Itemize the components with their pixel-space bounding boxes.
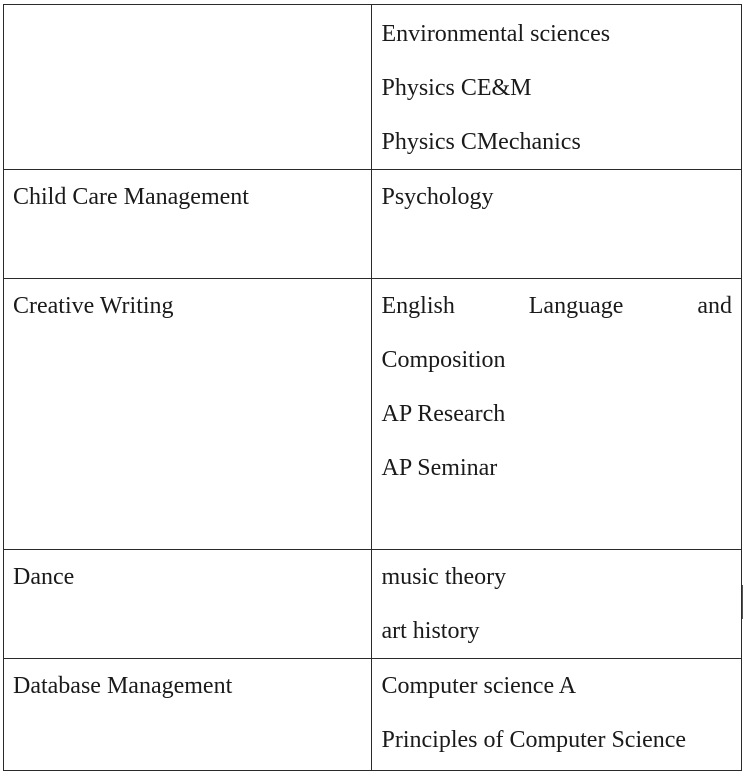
program-cell [4,170,372,279]
course-list-cell [372,5,742,170]
course-item: AP Seminar [381,455,498,481]
table-row [4,279,742,550]
table-row [4,5,742,170]
program-cell [4,279,372,550]
program-name: Database Management [13,673,233,699]
program-name [13,5,362,59]
program-cell [4,5,372,170]
course-item: Composition [381,347,506,373]
course-word: and [697,293,732,319]
table-row [4,170,742,279]
program-cell [4,659,372,771]
program-name: Creative Writing [13,293,174,319]
course-list-cell [372,279,742,550]
table-row [4,659,742,771]
edge-divider [742,585,743,619]
program-name: Child Care Management [13,184,249,210]
course-item: Psychology [381,184,494,210]
course-list-cell [372,170,742,279]
course-word: Language [528,293,624,319]
course-item: AP Research [381,401,506,427]
program-cell [4,550,372,659]
course-word: English [381,293,455,319]
course-item: Principles of Computer Science [381,727,687,753]
course-list-cell [372,659,742,771]
course-item: Physics CE&M [381,75,532,101]
course-item: art history [381,618,480,644]
table-row [4,550,742,659]
course-mapping-table [3,4,742,771]
course-item: Computer science A [381,673,577,699]
course-item-justified [381,279,732,333]
program-name: Dance [13,564,75,590]
course-item: music theory [381,564,507,590]
course-list-cell [372,550,742,659]
course-item: Environmental sciences [381,21,611,47]
course-item: Physics CMechanics [381,129,581,155]
